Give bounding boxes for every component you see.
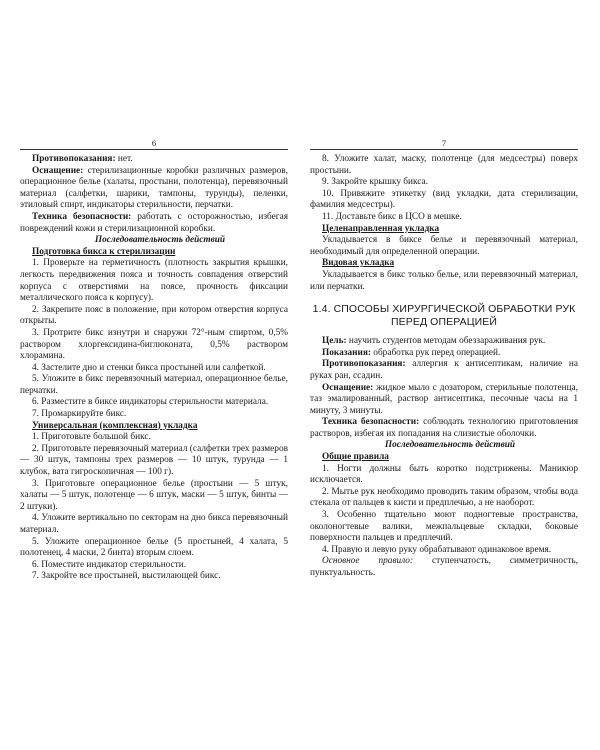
targeted-heading: Целенаправленная укладка	[322, 223, 440, 234]
indications-label: Показания:	[322, 347, 371, 358]
rule-item: 3. Особенно тщательно моют подногтевые пространства, околоногтевые валики, межпальцевые складки, боковые поверхности пальцев и предплечий.	[310, 510, 578, 544]
rule-item: 4. Правую и левую руку обрабатывают одинаковое время.	[322, 544, 552, 555]
sequence-heading: Последовательность действий	[94, 235, 226, 246]
rule-item: 2. Мытье рук необходимо проводить таким образом, чтобы вода стекала от пальцев к кисти и предплечью, а не наоборот.	[310, 486, 578, 509]
equipment-label: Оснащение:	[322, 382, 374, 393]
section-title-line2: ПЕРЕД ОПЕРАЦИЕЙ	[391, 315, 497, 328]
goal-paragraph	[310, 336, 578, 348]
safety-value: соблюдать технологию приготовления растворов, избегая их попадания на слизистые оболочки.	[310, 417, 578, 439]
section-title	[310, 303, 578, 328]
prep-step: 4. Застелите дно и стенки бикса простыней или салфеткой.	[32, 362, 266, 373]
universal-step: 7. Закройте все простыней, выстилающей бикс.	[32, 571, 221, 582]
goal-value: научить студентов методам обеззараживания рук.	[346, 336, 546, 347]
equipment-value: жидкое мыло с дозатором, стерильные полотенца, таз эмалированный, раствор антисептика, песочные часы на 1 минуту, 3 минуты.	[310, 382, 578, 416]
equipment-label: Оснащение:	[32, 165, 84, 176]
left-page	[20, 138, 288, 583]
step-continued: 9. Закройте крышку бикса.	[322, 177, 428, 188]
contraindications-label: Противопоказания:	[32, 154, 116, 164]
page-number-right: 7	[441, 138, 447, 148]
universal-heading: Универсальная (комплексная) укладка	[32, 420, 198, 431]
equipment-value: стерилизационные коробки различных размеров, операционное белье (халаты, простыни, полотенца), перевязочный материал (салфетки, шарики, тампоны, турунды), пеленки, этиловый спирт, индикаторы стерильности, перчатки.	[20, 165, 288, 211]
specific-text: Укладывается в бикс только белье, или перевязочный материал, или перчатки.	[310, 269, 578, 292]
safety-label: Техника безопасности:	[32, 211, 132, 222]
main-rule-label: Основное правило:	[322, 556, 414, 567]
safety-value: работать с осторожностью, избегая повреждений кожи и стерилизационной коробки.	[20, 211, 288, 234]
equipment-paragraph	[20, 166, 288, 212]
contraindications-value: нет.	[115, 154, 133, 164]
section-title-line1: 1.4. СПОСОБЫ ХИРУРГИЧЕСКОЙ ОБРАБОТКИ РУК	[312, 303, 576, 316]
goal-label: Цель:	[322, 336, 347, 347]
main-rule-value: ступенчатость, симметричность, пунктуальность.	[310, 556, 579, 578]
step-continued: 8. Уложите халат, маску, полотенце (для медсестры) поверх простыни.	[310, 154, 578, 176]
universal-step: 3. Приготовьте операционное белье (простыни — 5 штук, халаты — 5 штук, полотенце — 6 штук, маски — 5 штук, бинты — 2 штуки).	[20, 478, 288, 512]
universal-step: 1. Приготовьте большой бикс.	[32, 432, 151, 443]
specific-heading: Видовая укладка	[322, 258, 395, 269]
safety-label: Техника безопасности:	[322, 417, 420, 428]
indications-paragraph	[310, 348, 578, 360]
prep-step: 2. Закрепите пояс в положение, при котором отверстия корпуса открыты.	[20, 304, 288, 327]
sequence-heading: Последовательность действий	[384, 440, 516, 451]
targeted-text: Укладывается в биксе белье и перевязочный материал, необходимый для определенной операции.	[310, 235, 578, 257]
right-page	[310, 138, 579, 580]
contraindications-paragraph	[20, 154, 288, 166]
prep-step: 7. Промаркируйте бикс.	[32, 409, 127, 420]
prep-heading: Подготовка бикса к стерилизации	[32, 246, 176, 257]
main-rule-paragraph	[310, 556, 578, 579]
step-continued: 10. Привяжите этикетку (вид укладки, дата стерилизации, фамилия медсестры).	[310, 188, 578, 211]
header-rule-left	[20, 149, 288, 150]
safety-paragraph	[310, 417, 578, 440]
prep-step: 6. Разместите в биксе индикаторы стерильности материала.	[32, 397, 269, 408]
contraindications-value: аллергия к антисептикам, наличие на руках ран, ссадин.	[310, 359, 578, 381]
header-rule-right	[310, 149, 578, 150]
universal-step: 6. Поместите индикатор стерильности.	[32, 559, 187, 570]
step-continued: 11. Доставьте бикс в ЦСО в мешке.	[322, 211, 462, 222]
contraindications-paragraph	[310, 359, 578, 382]
universal-step: 4. Уложите вертикально по секторам на дно бикса перевязочный материал.	[20, 513, 288, 535]
prep-step: 5. Уложите в бикс перевязочный материал, операционное белье, перчатки.	[20, 374, 288, 396]
safety-paragraph	[20, 212, 288, 235]
page-number-left: 6	[151, 138, 157, 148]
prep-step: 3. Протрите бикс изнутри и снаружи 72°-ным спиртом, 0,5% раствором хлоргексидина-биглюконата, 0,5% раствором хлорамина.	[20, 327, 288, 362]
universal-step: 2. Приготовьте перевязочный материал (салфетки трех размеров — 30 штук, тампоны трех размеров — 10 штук, турунда — 1 клубок, вата гигроскопичная — 100 г).	[20, 443, 288, 478]
rule-item: 1. Ногти должны быть коротко подстрижены. Маникюр исключается.	[310, 463, 578, 486]
prep-step: 1. Проверьте на герметичность (плотность закрытия крышки, легкость передвижения пояса и точность совпадения отверстий корпуса с отверстиями на поясе, прочность фиксации металлического пояса к корпусу).	[20, 258, 288, 304]
universal-step: 5. Уложите операционное белье (5 простыней, 4 халата, 5 полотенец, 4 маски, 2 бинта) вторым слоем.	[20, 536, 288, 559]
equipment-paragraph	[310, 383, 578, 418]
indications-value: обработка рук перед операцией.	[370, 347, 501, 358]
contraindications-label: Противопоказания:	[322, 359, 406, 370]
rules-heading: Общие правила	[322, 452, 389, 463]
